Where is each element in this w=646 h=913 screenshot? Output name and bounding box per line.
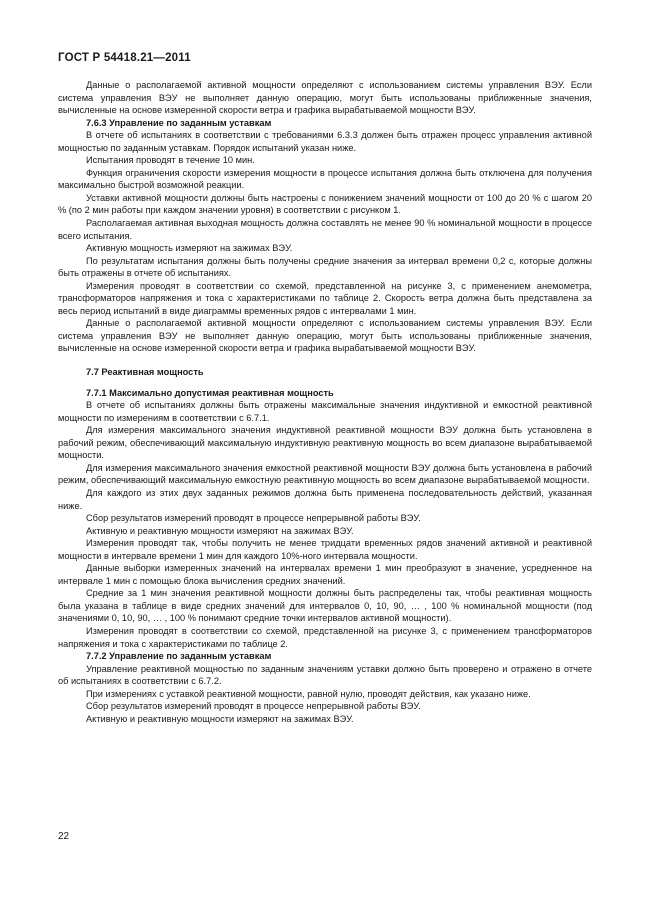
paragraph: Испытания проводят в течение 10 мин.: [86, 155, 255, 166]
paragraph: Управление реактивной мощностью по заданным значениям уставки должно быть проверено и отражено в отчете об испытаниях в соответствии с 6.7.2.: [58, 663, 592, 687]
paragraph: Активную и реактивную мощности измеряют на зажимах ВЭУ.: [86, 713, 354, 724]
paragraph: По результатам испытания должны быть получены средние значения за интервал времени 0,2 с, которые должны быть отражены в отчете об испытаниях.: [58, 255, 592, 279]
section-heading-7-7-1: 7.7.1 Максимально допустимая реактивная мощность: [86, 387, 334, 398]
paragraph: Активную мощность измеряют на зажимах ВЭУ.: [86, 243, 293, 254]
paragraph: Сбор результатов измерений проводят в процессе непрерывной работы ВЭУ.: [86, 701, 421, 712]
paragraph: Данные о располагаемой активной мощности определяют с использованием системы управления ВЭУ. Если система управления ВЭУ не выполняет данную операцию, могут быть использованы приближенные значения, вычисленные на основе измеренной скорости ветра и графика вырабатываемой мощности ВЭУ.: [58, 318, 592, 354]
paragraph: Для измерения максимального значения индуктивной реактивной мощности ВЭУ должна быть установлена в рабочий режим, обеспечивающий максимальную индуктивную реактивную мощность во всем диапазоне вырабатываемой мощности.: [58, 425, 592, 461]
document-body: [58, 79, 592, 725]
paragraph: Для измерения максимального значения емкостной реактивной мощности ВЭУ должна быть установлена в рабочий режим, обеспечивающий максимальную емкостную реактивную мощность во всем диапазоне вырабатываемой мощности.: [58, 462, 592, 486]
paragraph: Для каждого из этих двух заданных режимов должна быть применена последовательность действий, указанная ниже.: [58, 487, 592, 511]
paragraph: Активную и реактивную мощности измеряют на зажимах ВЭУ.: [86, 525, 354, 536]
paragraph: Данные выборки измеренных значений на интервалах времени 1 мин преобразуют в значение, усредненное на интервале 1 мин с помощью блока вычисления средних значений.: [58, 563, 592, 586]
section-heading-7-7-2: 7.7.2 Управление по заданным уставкам: [86, 651, 272, 662]
paragraph: Измерения проводят так, чтобы получить не менее тридцати временных рядов значений активной и реактивной мощности в интервале времени 1 мин для каждого 10%-ного интервала мощности.: [58, 538, 592, 561]
paragraph: Располагаемая активная выходная мощность должна составлять не менее 90 % номинальной мощности в процессе всего испытания.: [58, 218, 592, 241]
paragraph: Уставки активной мощности должны быть настроены с понижением значений мощности от 100 до 20 % с шагом 20 % (по 2 мин работы при каждом значении уровня) в соответствии с рисунком 1.: [58, 192, 592, 216]
paragraph: Измерения проводят в соответствии со схемой, представленной на рисунке 3, с применением анемометра, трансформаторов напряжения и тока с характеристиками по таблице 2. Скорость ветра должна быть представлена за весь период испытаний в виде диаграммы временных рядов с интервалами 1 мин.: [58, 280, 592, 316]
section-heading-7-6-3: 7.6.3 Управление по заданным уставкам: [86, 117, 272, 128]
section-heading-7-7: 7.7 Реактивная мощность: [86, 367, 204, 378]
paragraph: Средние за 1 мин значения реактивной мощности должны быть распределены так, чтобы реактивная мощность была указана в таблице в виде средних значений для интервалов 0, 10, 90, … , 100 % номинальной мощности (под значениями 0, 10, 90, … , 100 % понимают средние точки интервалов активной мощности).: [58, 588, 592, 624]
paragraph: Данные о располагаемой активной мощности определяют с использованием системы управления ВЭУ. Если система управления ВЭУ не выполняет данную операцию, могут быть использованы приближенные значения, вычисленные на основе измеренной скорости ветра и графика вырабатываемой мощности ВЭУ.: [58, 80, 592, 116]
paragraph: Сбор результатов измерений проводят в процессе непрерывной работы ВЭУ.: [86, 513, 421, 524]
paragraph: При измерениях с уставкой реактивной мощности, равной нулю, проводят действия, как указано ниже.: [86, 688, 531, 699]
paragraph: Измерения проводят в соответствии со схемой, представленной на рисунке 3, с применением трансформаторов напряжения и тока с характеристиками по таблице 2.: [58, 625, 592, 649]
running-header: ГОСТ Р 54418.21—2011: [58, 52, 191, 64]
page-number: 22: [58, 831, 70, 842]
paragraph: В отчете об испытаниях должны быть отражены максимальные значения индуктивной и емкостной реактивной мощности по измерениям в соответствии с 6.7.1.: [58, 400, 592, 423]
paragraph: В отчете об испытаниях в соответствии с требованиями 6.3.3 должен быть отражен процесс управления активной мощностью по заданным уставкам. Порядок испытаний указан ниже.: [58, 130, 592, 153]
paragraph: Функция ограничения скорости измерения мощности в процессе испытания должна быть отключена для получения максимально быстрой возможной реакции.: [58, 167, 592, 191]
